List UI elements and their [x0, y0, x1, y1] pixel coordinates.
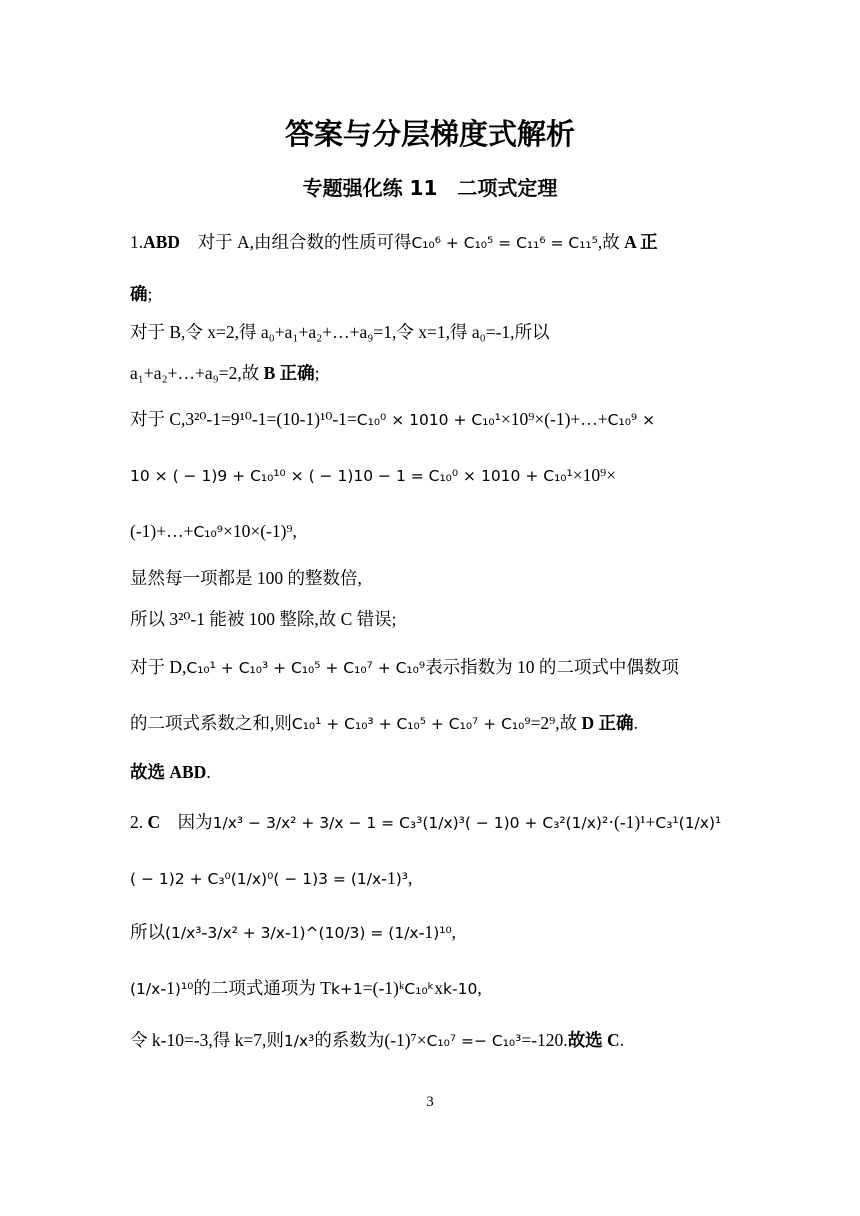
section-subtitle: 专题强化练 11 二项式定理 [302, 176, 558, 200]
text-run: -1 [284, 922, 300, 942]
text-line [130, 407, 655, 432]
text-run: , [451, 922, 457, 942]
text-line [130, 320, 550, 344]
text-line [130, 566, 362, 590]
text-line [130, 1028, 624, 1053]
text-run: . [206, 762, 211, 782]
text-line [130, 230, 658, 255]
text-line [130, 711, 638, 736]
math-expression: C₃¹(1/x)¹ [655, 814, 722, 832]
math-expression: 1/x³ − 3/x² + 3/x − 1 = C₃³(1/x)³( − 1)0 + C₃²(1/x)² [212, 814, 609, 832]
text-run: 故选 C [567, 1030, 620, 1050]
math-expression: C₁₀ᵏ [404, 980, 435, 998]
text-run: B 正确 [263, 363, 315, 383]
math-expression: k+1 [330, 980, 363, 998]
text-run: 因为 [160, 812, 213, 832]
math-expression: C₁₀⁷ =− C₁₀³ [426, 1032, 522, 1050]
text-run: 的二项式通项为 T [193, 978, 331, 998]
text-line [130, 607, 397, 631]
text-run: 对于 B,令 x=2,得 a₀+a₁+a₂+…+a₉=1,令 x=1,得 a₀=-1,所以 [130, 322, 550, 342]
text-run: 的系数为(-1)⁷× [314, 1030, 427, 1050]
text-run: 的二项式系数之和,则 [130, 713, 292, 733]
text-line [130, 282, 152, 306]
text-run: ,故 [597, 232, 625, 252]
text-run: 1. [130, 232, 144, 252]
text-run: ×10⁹× [572, 465, 617, 485]
text-run: 对于 C,3²⁰-1=9¹⁰-1=(10-1)¹⁰-1= [130, 409, 357, 429]
text-line [130, 760, 211, 784]
text-run: 所以 [130, 922, 165, 942]
text-run: , [477, 978, 482, 998]
text-run: ·(-1)¹+ [608, 812, 656, 832]
math-expression: )³ [395, 870, 408, 888]
text-run: a₁+a₂+…+a₉=2,故 [130, 363, 264, 383]
text-run: 令 k-10=-3,得 k=7,则 [130, 1030, 284, 1050]
text-line [130, 463, 616, 488]
math-expression: C₁₀⁹ × [607, 411, 656, 429]
math-expression: (1/x³ [165, 924, 202, 942]
math-expression: C₁₀¹ + C₁₀³ + C₁₀⁵ + C₁₀⁷ + C₁₀⁹ [291, 715, 531, 733]
math-expression: ( − 1)2 + C₃⁰(1/x)⁰( − 1)3 = (1/x [130, 870, 382, 888]
text-run: C [147, 812, 161, 832]
math-expression: )¹⁰ [433, 924, 452, 942]
text-line [130, 810, 721, 835]
text-line [130, 361, 320, 385]
text-run: ×10×(-1)⁹, [222, 521, 297, 541]
text-run: 对于 D, [130, 657, 187, 677]
text-run: (-1)+…+ [130, 521, 194, 541]
text-run: D 正确 [581, 713, 634, 733]
math-expression: C₁₀⁹ [193, 523, 223, 541]
text-run: 对于 A,由组合数的性质可得 [180, 232, 412, 252]
text-run: A 正 [624, 232, 658, 252]
text-run: =-120. [521, 1030, 568, 1050]
text-run: -1 [160, 978, 175, 998]
text-run: ; [314, 363, 320, 383]
text-run: . [619, 1030, 625, 1050]
math-expression: 3/x² + 3/x [207, 924, 285, 942]
text-run: =(-1)ᵏ [362, 978, 405, 998]
math-expression: )¹⁰ [174, 980, 194, 998]
text-run: 所以 3²⁰-1 能被 100 整除,故 C 错误; [130, 609, 397, 629]
text-run: 2. [130, 812, 148, 832]
text-run: ; [147, 284, 153, 304]
math-expression: 1/x³ [283, 1032, 315, 1050]
text-line [130, 920, 456, 945]
text-run: 确 [130, 284, 148, 304]
text-run: ×10⁹×(-1)+…+ [500, 409, 608, 429]
text-run: ABD [143, 232, 181, 252]
text-line [130, 519, 297, 544]
text-run: -1 [381, 868, 396, 888]
math-expression: C₁₀¹ + C₁₀³ + C₁₀⁵ + C₁₀⁷ + C₁₀⁹ [186, 659, 426, 677]
math-expression: 10 × ( − 1)9 + C₁₀¹⁰ × ( − 1)10 − 1 = C₁₀⁰ × 1010 + C₁₀¹ [130, 467, 573, 485]
text-run: - [201, 922, 208, 942]
text-run: . [633, 713, 638, 733]
page-number: 3 [426, 1094, 434, 1110]
page-title: 答案与分层梯度式解析 [284, 117, 575, 151]
text-run: -1 [418, 922, 434, 942]
text-run: 显然每一项都是 100 的整数倍, [130, 568, 362, 588]
text-line [130, 866, 412, 891]
text-run: , [407, 868, 413, 888]
math-expression: k-10 [443, 980, 478, 998]
text-line [130, 655, 679, 680]
text-run: ABD [169, 762, 207, 782]
text-run: x [434, 978, 444, 998]
text-run: =2⁹,故 [530, 713, 582, 733]
math-expression: )^(10/3) = (1/x [299, 924, 419, 942]
text-line [130, 976, 482, 1001]
math-expression: C₁₀⁰ × 1010 + C₁₀¹ [356, 411, 501, 429]
text-run: 故选 [130, 762, 170, 782]
math-expression: C₁₀⁶ + C₁₀⁵ = C₁₁⁶ = C₁₁⁵ [411, 234, 598, 252]
math-expression: (1/x [130, 980, 161, 998]
text-run: 表示指数为 10 的二项式中偶数项 [425, 657, 679, 677]
